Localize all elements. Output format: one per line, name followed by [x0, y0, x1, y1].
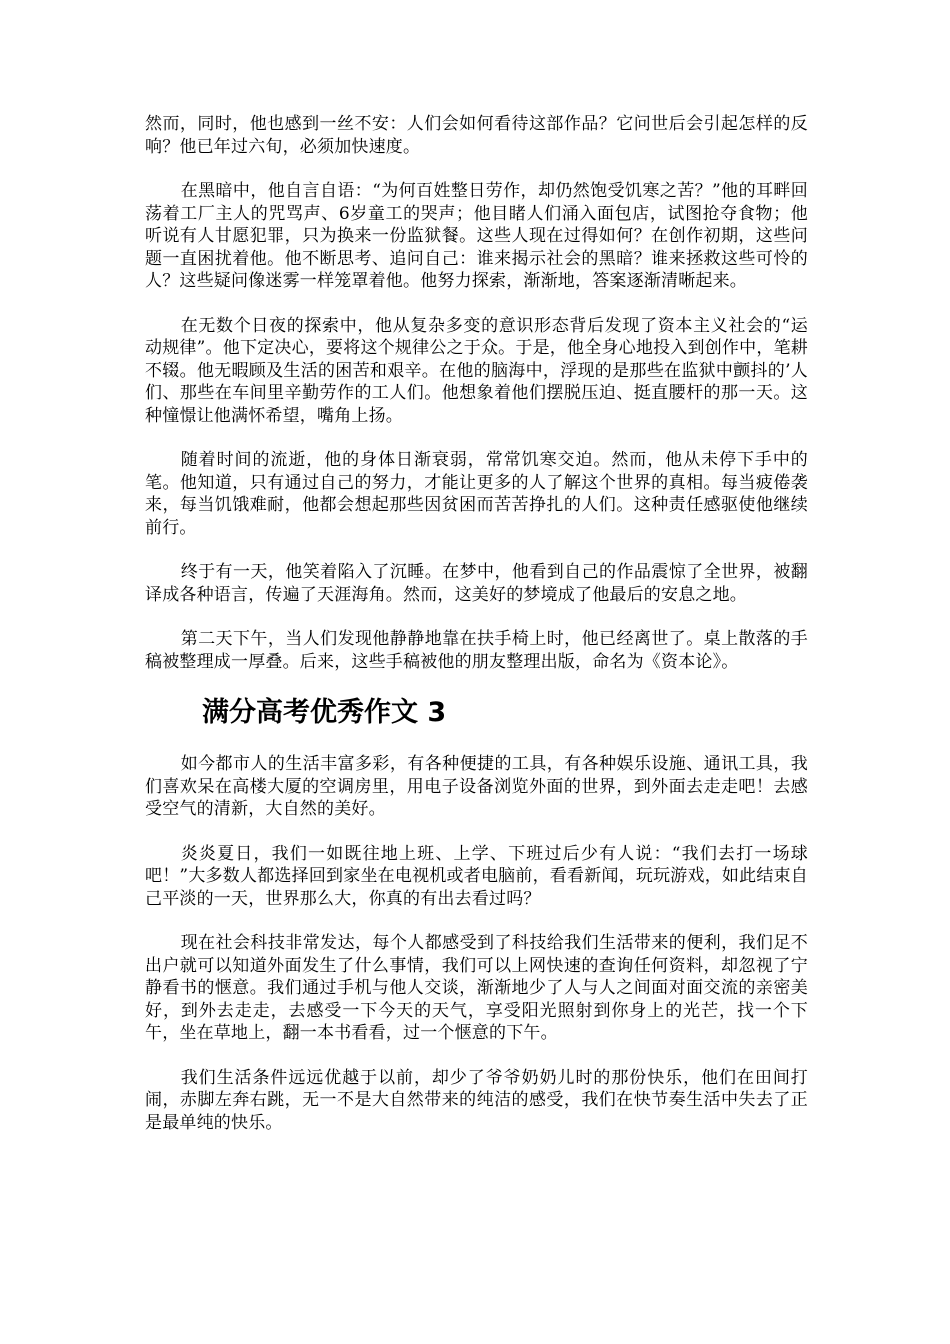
document-page [145, 113, 808, 1156]
essay-title: 满分高考优秀作文 3 [202, 697, 447, 728]
paragraph: 如今都市人的生活丰富多彩，有各种便捷的工具，有各种娱乐设施、通讯工具，我们喜欢呆在高楼大厦的空调房里，用电子设备浏览外面的世界，到外面去走走吧！去感受空气的清新，大自然的美好。 [145, 754, 808, 819]
paragraph: 在黑暗中，他自言自语：“为何百姓整日劳作，却仍然饱受饥寒之苦？”他的耳畔回荡着工厂主人的咒骂声、6岁童工的哭声；他目睹人们涌入面包店，试图抢夺食物；他听说有人甘愿犯罪，只为换来一份监狱餐。这些人现在过得如何？在创作初期，这些问题一直困扰着他。他不断思考、追问自己：谁来揭示社会的黑暗？谁来拯救这些可怜的人？这些疑问像迷雾一样笼罩着他。他努力探索，渐渐地，答案逐渐清晰起来。 [145, 181, 808, 291]
paragraph: 现在社会科技非常发达，每个人都感受到了科技给我们生活带来的便利，我们足不出户就可以知道外面发生了什么事情，我们可以上网快速的查询任何资料，却忽视了宁静看书的惬意。我们通过手机与他人交谈，渐渐地少了人与人之间面对面交流的亲密美好，到外去走走，去感受一下今天的天气，享受阳光照射到你身上的光芒，找一个下午，坐在草地上，翻一本书看看，过一个惬意的下午。 [145, 933, 808, 1043]
paragraph: 第二天下午，当人们发现他静静地靠在扶手椅上时，他已经离世了。桌上散落的手稿被整理成一厚叠。后来，这些手稿被他的朋友整理出版，命名为《资本论》。 [145, 629, 808, 672]
paragraph: 我们生活条件远远优越于以前，却少了爷爷奶奶儿时的那份快乐，他们在田间打闹，赤脚左奔右跳，无一不是大自然带来的纯洁的感受，我们在快节奏生活中失去了正是最单纯的快乐。 [145, 1067, 808, 1133]
paragraph: 终于有一天，他笑着陷入了沉睡。在梦中，他看到自己的作品震惊了全世界，被翻译成各种语言，传遍了天涯海角。然而，这美好的梦境成了他最后的安息之地。 [145, 562, 808, 605]
paragraph: 在无数个日夜的探索中，他从复杂多变的意识形态背后发现了资本主义社会的“运动规律”。他下定决心，要将这个规律公之于众。于是，他全身心地投入到创作中，笔耕不辍。他无暇顾及生活的困苦和艰辛。在他的脑海中，浮现的是那些在监狱中颤抖的’人们、那些在车间里辛勤劳作的工人们。他想象着他们摆脱压迫、挺直腰杆的那一天。这种憧憬让他满怀希望，嘴角上扬。 [145, 315, 808, 426]
paragraph: 然而，同时，他也感到一丝不安：人们会如何看待这部作品？它问世后会引起怎样的反响？他已年过六旬，必须加快速度。 [145, 114, 808, 157]
paragraph: 随着时间的流逝，他的身体日渐衰弱，常常饥寒交迫。然而，他从未停下手中的笔。他知道，只有通过自己的努力，才能让更多的人了解这个世界的真相。每当疲倦袭来，每当饥饿难耐，他都会想起那些因贫困而苦苦挣扎的人们。这种责任感驱使他继续前行。 [145, 450, 808, 538]
paragraph: 炎炎夏日，我们一如既往地上班、上学、下班过后少有人说：“我们去打一场球吧！”大多数人都选择回到家坐在电视机或者电脑前，看看新闻，玩玩游戏，如此结束自己平淡的一天，世界那么大，你真的有出去看过吗？ [145, 843, 808, 909]
